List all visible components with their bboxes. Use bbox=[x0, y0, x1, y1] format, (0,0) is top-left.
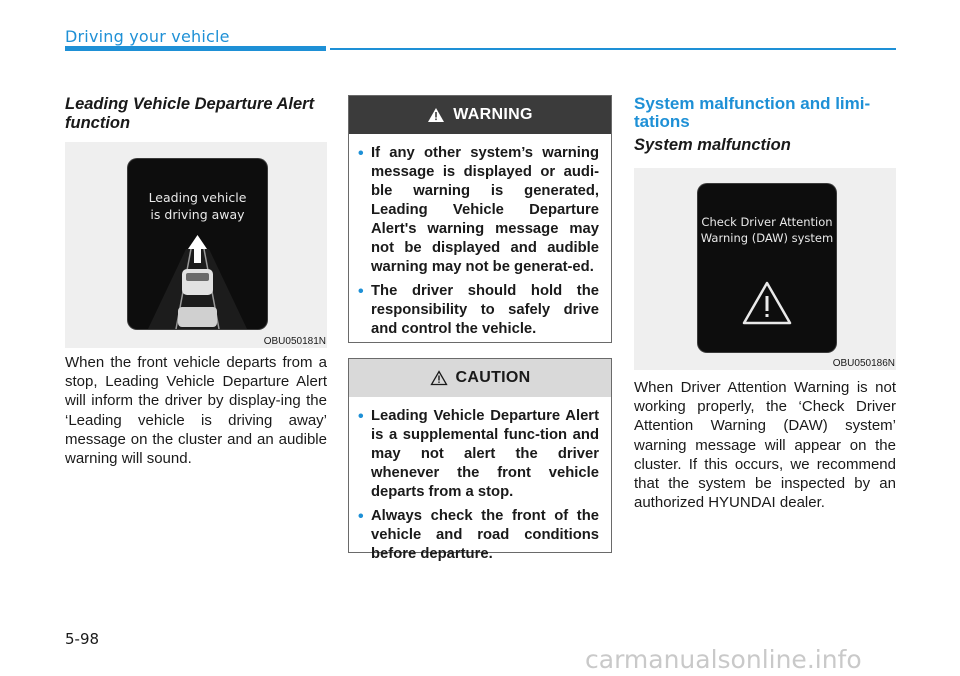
screen-message-line-1: Leading vehicle bbox=[148, 190, 247, 205]
warning-item: • If any other system’s warning message is displayed or audi-ble warning is generated, Leading Vehicle Departure Alert's warning message may not be displayed and audible warning may not be generat-ed. bbox=[371, 144, 599, 277]
warning-label: WARNING bbox=[453, 106, 533, 123]
subsection-title-system-malfunction: System malfunction bbox=[634, 136, 791, 154]
section-title-malfunction: System malfunction and limi-tations bbox=[634, 94, 871, 131]
cluster-image-daw bbox=[634, 168, 896, 370]
screen-message-line-2: is driving away bbox=[150, 207, 245, 222]
warning-header bbox=[349, 96, 611, 134]
caution-header bbox=[349, 359, 611, 397]
screen-message-line-1: Check Driver Attention bbox=[701, 215, 833, 229]
watermark: carmanualsonline.info bbox=[585, 645, 862, 674]
warning-box bbox=[348, 95, 612, 343]
section-title-leading-vehicle: Leading Vehicle Departure Alert function bbox=[65, 95, 315, 132]
caution-triangle-icon bbox=[430, 370, 448, 386]
caution-item: • Always check the front of the vehicle and road conditions before departure. bbox=[371, 507, 599, 564]
page-number: 5-98 bbox=[65, 630, 100, 648]
caution-list bbox=[349, 397, 611, 564]
body-paragraph-malfunction: When Driver Attention Warning is not working properly, the ‘Check Driver Attention Warning (DAW) system’ warning message will appear on the cluster. If this occurs, we recommend that the system be inspected by an authorized HYUNDAI dealer. bbox=[634, 379, 896, 512]
warning-triangle-icon bbox=[741, 280, 793, 326]
road-car-icon bbox=[128, 229, 267, 329]
image-code: OBU050186N bbox=[832, 358, 895, 369]
header-rule-thick bbox=[65, 46, 326, 51]
cluster-screen-daw bbox=[698, 184, 836, 352]
body-paragraph-leading-vehicle: When the front vehicle departs from a stop, Leading Vehicle Departure Alert will inform the driver by display-ing the ‘Leading vehicle is driving away’ message on the cluster and an audible warning will sound. bbox=[65, 354, 327, 468]
chapter-title: Driving your vehicle bbox=[65, 27, 230, 46]
caution-box bbox=[348, 358, 612, 562]
caution-item: • Leading Vehicle Departure Alert is a supplemental func-tion and may not alert the driver whenever the front vehicle departs from a stop. bbox=[371, 407, 599, 502]
warning-triangle-icon bbox=[427, 107, 445, 123]
cluster-image-leading-vehicle bbox=[65, 142, 327, 348]
screen-message-line-2: Warning (DAW) system bbox=[700, 231, 834, 245]
header-rule-thin bbox=[330, 48, 896, 50]
caution-label: CAUTION bbox=[455, 369, 531, 386]
warning-item: • The driver should hold the responsibility to safely drive and control the vehicle. bbox=[371, 282, 599, 339]
image-code: OBU050181N bbox=[263, 336, 326, 347]
warning-list bbox=[349, 134, 611, 339]
cluster-screen bbox=[128, 159, 267, 329]
